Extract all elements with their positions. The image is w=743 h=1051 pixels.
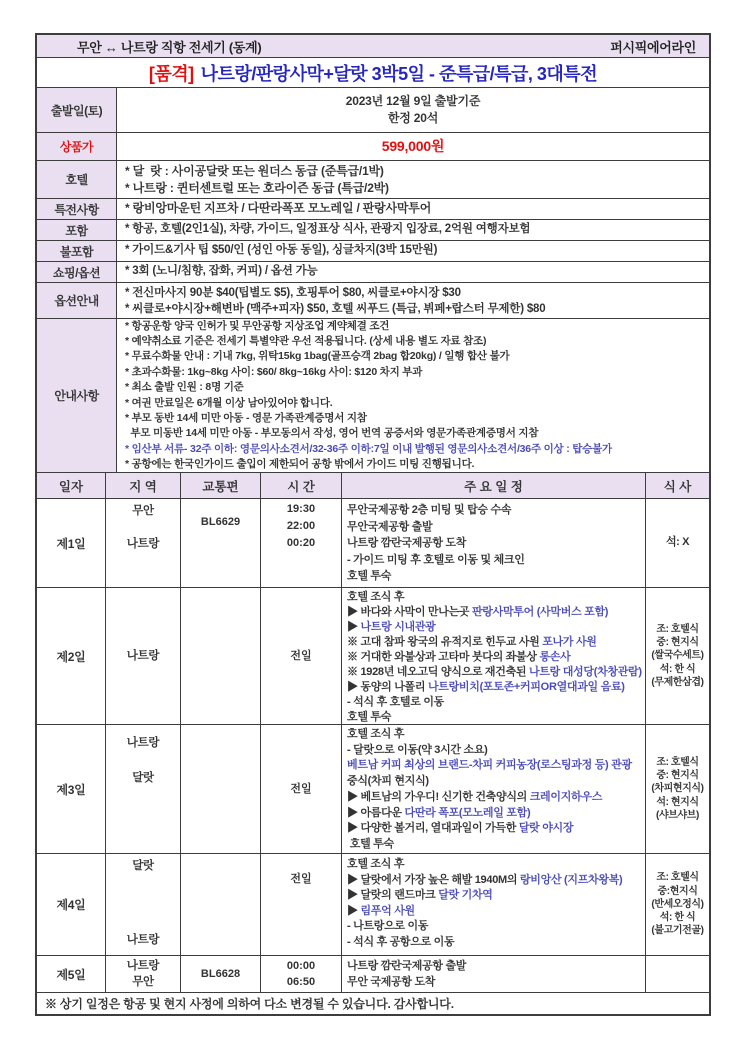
day-regions	[106, 956, 181, 992]
schedule-text: 호텔 투숙	[347, 837, 394, 850]
time-value: 19:30	[286, 503, 316, 515]
schedule-highlight: 달랏 기차역	[438, 889, 493, 901]
schedule-text: ▶ 베트남의 가우디! 신기한 건축양식의	[347, 790, 530, 803]
flight-number	[181, 725, 261, 853]
info-row-content	[117, 199, 709, 219]
schedule-line	[347, 935, 640, 951]
flight-number	[181, 588, 261, 724]
info-row	[37, 132, 709, 160]
day-label: 제2일	[37, 588, 106, 724]
airline-name: 퍼시픽에어라인	[610, 39, 696, 55]
schedule-line	[347, 650, 640, 665]
footer-note: ※ 상기 일정은 항공 및 현지 사정에 의하여 다소 변경될 수 있습니다. 감사합니다.	[45, 997, 454, 1011]
time-value: 22:00	[286, 520, 316, 532]
schedule-line	[347, 620, 640, 635]
schedule-line	[347, 680, 640, 695]
schedule-line	[347, 974, 640, 990]
info-row	[37, 219, 709, 240]
time-value: 00:20	[286, 537, 316, 549]
schedule-text: 호텔 투숙	[347, 570, 392, 583]
schedule-text: ▶	[347, 904, 361, 917]
region-name: 나트랑	[126, 538, 160, 550]
info-row-label: 안내사항	[37, 319, 117, 472]
meal-line: 조: 호텔식	[656, 623, 699, 635]
info-row	[37, 240, 709, 261]
info-line: * 달 랏 : 사이공달랏 또는 원더스 동급 (준특급/1박)	[125, 163, 384, 178]
schedule-highlight: 나트랑 대성당(차창관람)	[529, 666, 642, 678]
info-row-label: 출발일(토)	[37, 88, 117, 132]
info-row-label: 불포함	[37, 241, 117, 261]
info-line: * 여권 만료일은 6개월 이상 남아있어야 합니다.	[125, 396, 333, 409]
schedule-highlight: 나트랑비치(포토존+커피OR열대과일 음료)	[427, 681, 625, 693]
region-name: 나트랑	[126, 934, 160, 946]
column-header: 주 요 일 정	[342, 473, 646, 498]
schedule-line	[347, 790, 640, 806]
info-row-label: 상품가	[37, 133, 117, 160]
column-header: 식 사	[646, 473, 709, 498]
info-line: 부모 미동반 14세 미만 아동 - 부모동의서 작성, 영어 번역 공증서와 영문가족관계증명서 지참	[125, 427, 539, 440]
schedule-text: 중식(차피 현지식)	[347, 775, 429, 788]
info-line: * 공항에는 한국인가이드 출입이 제한되어 공항 밖에서 가이드 미팅 진행됩니다.	[125, 457, 475, 470]
schedule-text: ▶ 바다와 사막이 만나는곳	[347, 606, 472, 618]
flight-code: BL6629	[200, 516, 241, 528]
info-row-label: 호텔	[37, 161, 117, 198]
time-value: 00:00	[286, 960, 316, 972]
region-name: 달랏	[132, 772, 154, 784]
time-value: 전일	[290, 649, 312, 662]
info-row-label: 쇼핑/옵션	[37, 262, 117, 282]
day-times	[261, 499, 342, 587]
schedule-highlight: 판랑사막투어 (사막버스 포함)	[471, 606, 609, 618]
day-meals	[646, 725, 709, 853]
schedule-text: 나트랑 깜란국제공항 도착	[347, 537, 467, 550]
schedule-highlight: 포나가 사원	[542, 636, 597, 648]
itinerary-table	[37, 472, 709, 992]
day-label: 제5일	[37, 956, 106, 992]
schedule-line	[347, 904, 640, 920]
schedule-line	[347, 888, 640, 904]
schedule-text: ▶ 달랏의 랜드마크	[347, 889, 439, 901]
day-regions	[106, 588, 181, 724]
schedule-line	[347, 710, 640, 724]
schedule-text: ▶ 아름다운	[347, 806, 405, 819]
info-line: * 씨클로+야시장+해변바 (맥주+피자) $50, 호텔 씨푸드 (특급, 뷔페+랍스터 무제한) $80	[125, 302, 546, 315]
flight-number	[181, 854, 261, 955]
schedule-line	[347, 774, 640, 790]
schedule-text: ※ 고대 참파 왕국의 유적지로 힌두교 사원	[347, 636, 543, 648]
flight-number	[181, 499, 261, 587]
schedule-text: - 달랏으로 이동(약 3시간 소요)	[347, 743, 488, 756]
info-line: * 가이드&기사 팁 $50/인 (성인 아동 동일), 싱글차지(3박 15만원)	[125, 244, 438, 257]
package-title-main: 나트랑/판랑사막+달랏 3박5일 - 준특급/특급, 3대특전	[200, 63, 598, 84]
schedule-highlight: 베트남 커피 최상의 브랜드-차피 커피농장(로스팅과정 등) 관광	[347, 759, 632, 772]
info-line: * 예약취소료 기준은 전세기 특별약관 우선 적용됩니다. (상세 내용 별도 자료 참조)	[125, 335, 487, 348]
column-header: 지 역	[106, 473, 181, 498]
day-regions	[106, 725, 181, 853]
schedule-text: ※ 거대한 와불상과 고타마 붓다의 좌불상	[347, 651, 540, 663]
day-regions	[106, 499, 181, 587]
column-header: 시 간	[261, 473, 342, 498]
day-times	[261, 588, 342, 724]
day-times	[261, 725, 342, 853]
schedule-line	[347, 857, 640, 873]
meal-line: 조: 호텔식	[656, 756, 699, 768]
itinerary-header-row	[37, 472, 709, 498]
day-schedule	[342, 725, 646, 853]
time-value: 전일	[290, 782, 312, 795]
meal-line: (샤브샤브)	[656, 809, 699, 821]
info-line: 한정 20석	[387, 111, 439, 125]
meal-line: 조: 호텔식	[656, 872, 699, 884]
meal-line: 중: 현지식	[656, 770, 699, 782]
day-row	[37, 498, 709, 587]
meal-line: 중: 현지식	[656, 637, 699, 649]
day-schedule	[342, 499, 646, 587]
info-row	[37, 261, 709, 282]
info-section	[37, 87, 709, 472]
schedule-line	[347, 635, 640, 650]
info-row-content	[117, 241, 709, 261]
info-line: * 랑비앙마운틴 지프차 / 다딴라폭포 모노레일 / 판랑사막투어	[125, 201, 432, 216]
info-line: * 3회 (노니/침향, 잡화, 커피) / 옵션 가능	[125, 265, 318, 278]
schedule-text: 호텔 조식 후	[347, 591, 405, 603]
info-row-label: 특전사항	[37, 199, 117, 219]
schedule-line	[347, 743, 640, 759]
day-schedule	[342, 854, 646, 955]
day-meals	[646, 499, 709, 587]
document-header	[37, 35, 709, 57]
day-times	[261, 854, 342, 955]
schedule-text: - 석식 후 공항으로 이동	[347, 935, 455, 948]
day-label: 제4일	[37, 854, 106, 955]
day-label: 제1일	[37, 499, 106, 587]
schedule-text: ▶ 다양한 볼거리, 열대과일이 가득한	[347, 822, 519, 835]
schedule-text: ▶ 동양의 나폴리	[347, 681, 428, 693]
flight-code: BL6628	[200, 968, 241, 980]
day-schedule	[342, 588, 646, 724]
meal-line: (쌀국수세트)	[651, 650, 704, 662]
schedule-highlight: 나트랑 시내관광	[360, 621, 436, 633]
info-row	[37, 282, 709, 318]
meal-line: 석: 한 식	[659, 663, 696, 675]
info-row-label: 옵션안내	[37, 283, 117, 318]
day-row	[37, 853, 709, 955]
info-row	[37, 318, 709, 472]
schedule-text: 무안국제공항 2층 미팅 및 탑승 수속	[347, 504, 512, 516]
schedule-line	[347, 695, 640, 710]
schedule-line	[347, 502, 640, 519]
info-row-content	[117, 262, 709, 282]
time-value: 전일	[290, 873, 312, 885]
schedule-text: 호텔 조식 후	[347, 858, 405, 870]
schedule-line	[347, 590, 640, 605]
meal-line: (반세오정식)	[651, 898, 704, 910]
day-meals	[646, 956, 709, 992]
schedule-highlight: 크레이지하우스	[529, 790, 603, 803]
meal-line: 중:현지식	[657, 885, 698, 897]
meal-line: (불고기전골)	[651, 925, 704, 937]
schedule-text: - 석식 후 호텔로 이동	[347, 696, 444, 708]
info-row-content	[117, 319, 709, 472]
info-row	[37, 198, 709, 219]
info-row-content	[117, 220, 709, 240]
region-name: 나트랑	[126, 649, 160, 662]
meal-line: (무제한삼겹)	[651, 676, 704, 688]
day-row	[37, 587, 709, 724]
schedule-line	[347, 958, 640, 974]
schedule-line	[347, 605, 640, 620]
info-row-label: 포함	[37, 220, 117, 240]
schedule-line	[347, 727, 640, 743]
info-line: * 항공, 호텔(2인1실), 차량, 가이드, 일정표상 식사, 관광지 입장료, 2억원 여행자보험	[125, 223, 531, 236]
meal-line: 석: 현지식	[656, 796, 699, 808]
day-row	[37, 724, 709, 853]
info-line: * 전신마사지 90분 $40(팁별도 $5), 호핑투어 $80, 씨클로+야시장 $30	[125, 286, 461, 299]
day-meals	[646, 588, 709, 724]
region-name: 나트랑	[126, 959, 160, 972]
schedule-line	[347, 821, 640, 837]
schedule-text: - 가이드 미팅 후 호텔로 이동 및 체크인	[347, 553, 525, 566]
schedule-line	[347, 568, 640, 585]
region-name: 무안	[132, 505, 154, 517]
info-row-content	[117, 88, 709, 132]
schedule-text: 무안 국제공항 도착	[347, 976, 436, 988]
region-name: 나트랑	[126, 737, 160, 749]
region-name: 달랏	[132, 860, 154, 872]
schedule-highlight: 랑비앙산 (지프차왕복)	[519, 873, 623, 886]
schedule-text: 호텔 투숙	[347, 711, 392, 723]
info-row	[37, 87, 709, 132]
schedule-text: ▶	[347, 621, 361, 633]
day-regions	[106, 854, 181, 955]
info-line: * 최소 출발 인원 : 8명 기준	[125, 381, 244, 394]
schedule-highlight: 림푸억 사원	[360, 904, 415, 917]
info-row-content	[117, 133, 709, 160]
schedule-line	[347, 758, 640, 774]
info-line: * 항공운항 양국 인허가 및 무안공항 지상조업 계약체결 조건	[125, 319, 390, 332]
package-title	[37, 57, 709, 87]
meal-line: 석: X	[665, 536, 690, 549]
schedule-line	[347, 919, 640, 935]
day-meals	[646, 854, 709, 955]
info-line: * 초과수화물: 1kg~8kg 사이: $60/ 8kg~16kg 사이: $120 차지 부과	[125, 365, 423, 378]
meal-line: (차피현지식)	[651, 783, 704, 795]
column-header: 교통편	[181, 473, 261, 498]
info-row-content	[117, 161, 709, 198]
region-name: 무안	[132, 975, 154, 988]
info-line: * 부모 동반 14세 미만 아동 - 영문 가족관계증명서 지참	[125, 411, 367, 424]
meal-line: 석: 한 식	[659, 912, 696, 924]
schedule-text: 무안국제공항 출발	[347, 520, 433, 533]
itinerary-days	[37, 498, 709, 992]
info-row-content	[117, 283, 709, 318]
info-line: 599,000원	[381, 137, 445, 154]
info-row	[37, 160, 709, 198]
schedule-text: ※ 1928년 네오고딕 양식으로 재건축된	[347, 666, 529, 678]
time-value: 06:50	[286, 976, 316, 988]
tour-itinerary-document	[35, 33, 711, 1016]
schedule-text: - 나트랑으로 이동	[347, 920, 429, 932]
schedule-line	[347, 535, 640, 552]
route-title: 무안 ↔ 나트랑 직항 전세기 (동계)	[77, 39, 262, 55]
day-label: 제3일	[37, 725, 106, 853]
flight-number	[181, 956, 261, 992]
footer-row	[37, 992, 709, 1014]
schedule-line	[347, 806, 640, 822]
info-line: * 무료수화물 안내 : 기내 7kg, 위탁15kg 1bag(골프승객 2bag 합20kg) / 일행 합산 불가	[125, 350, 510, 363]
info-line: 2023년 12월 9일 출발기준	[345, 94, 481, 108]
schedule-text: 호텔 조식 후	[347, 728, 405, 740]
schedule-line	[347, 665, 640, 680]
schedule-highlight: 다딴라 폭포(모노레일 포함)	[404, 806, 531, 819]
day-times	[261, 956, 342, 992]
day-row	[37, 955, 709, 992]
schedule-highlight: 롱손사	[539, 651, 571, 663]
info-line: * 나트랑 : 퀸터센트럴 또는 호라이즌 동급 (특급/2박)	[125, 180, 389, 195]
schedule-line	[347, 837, 640, 853]
column-header: 일자	[37, 473, 106, 498]
schedule-text: ▶ 달랏에서 가장 높은 해발 1940M의	[347, 873, 520, 886]
info-line: * 임산부 서류- 32주 이하: 영문의사소견서/32-36주 이하:7일 이내 발행된 영문의사소견서/36주 이상 : 탑승불가	[125, 442, 612, 455]
schedule-line	[347, 552, 640, 569]
package-title-prefix: [품격]	[148, 63, 194, 84]
schedule-text: 나트랑 깜란국제공항 출발	[347, 960, 467, 972]
schedule-highlight: 달랏 야시장	[518, 822, 574, 835]
schedule-line	[347, 519, 640, 536]
day-schedule	[342, 956, 646, 992]
schedule-line	[347, 873, 640, 889]
